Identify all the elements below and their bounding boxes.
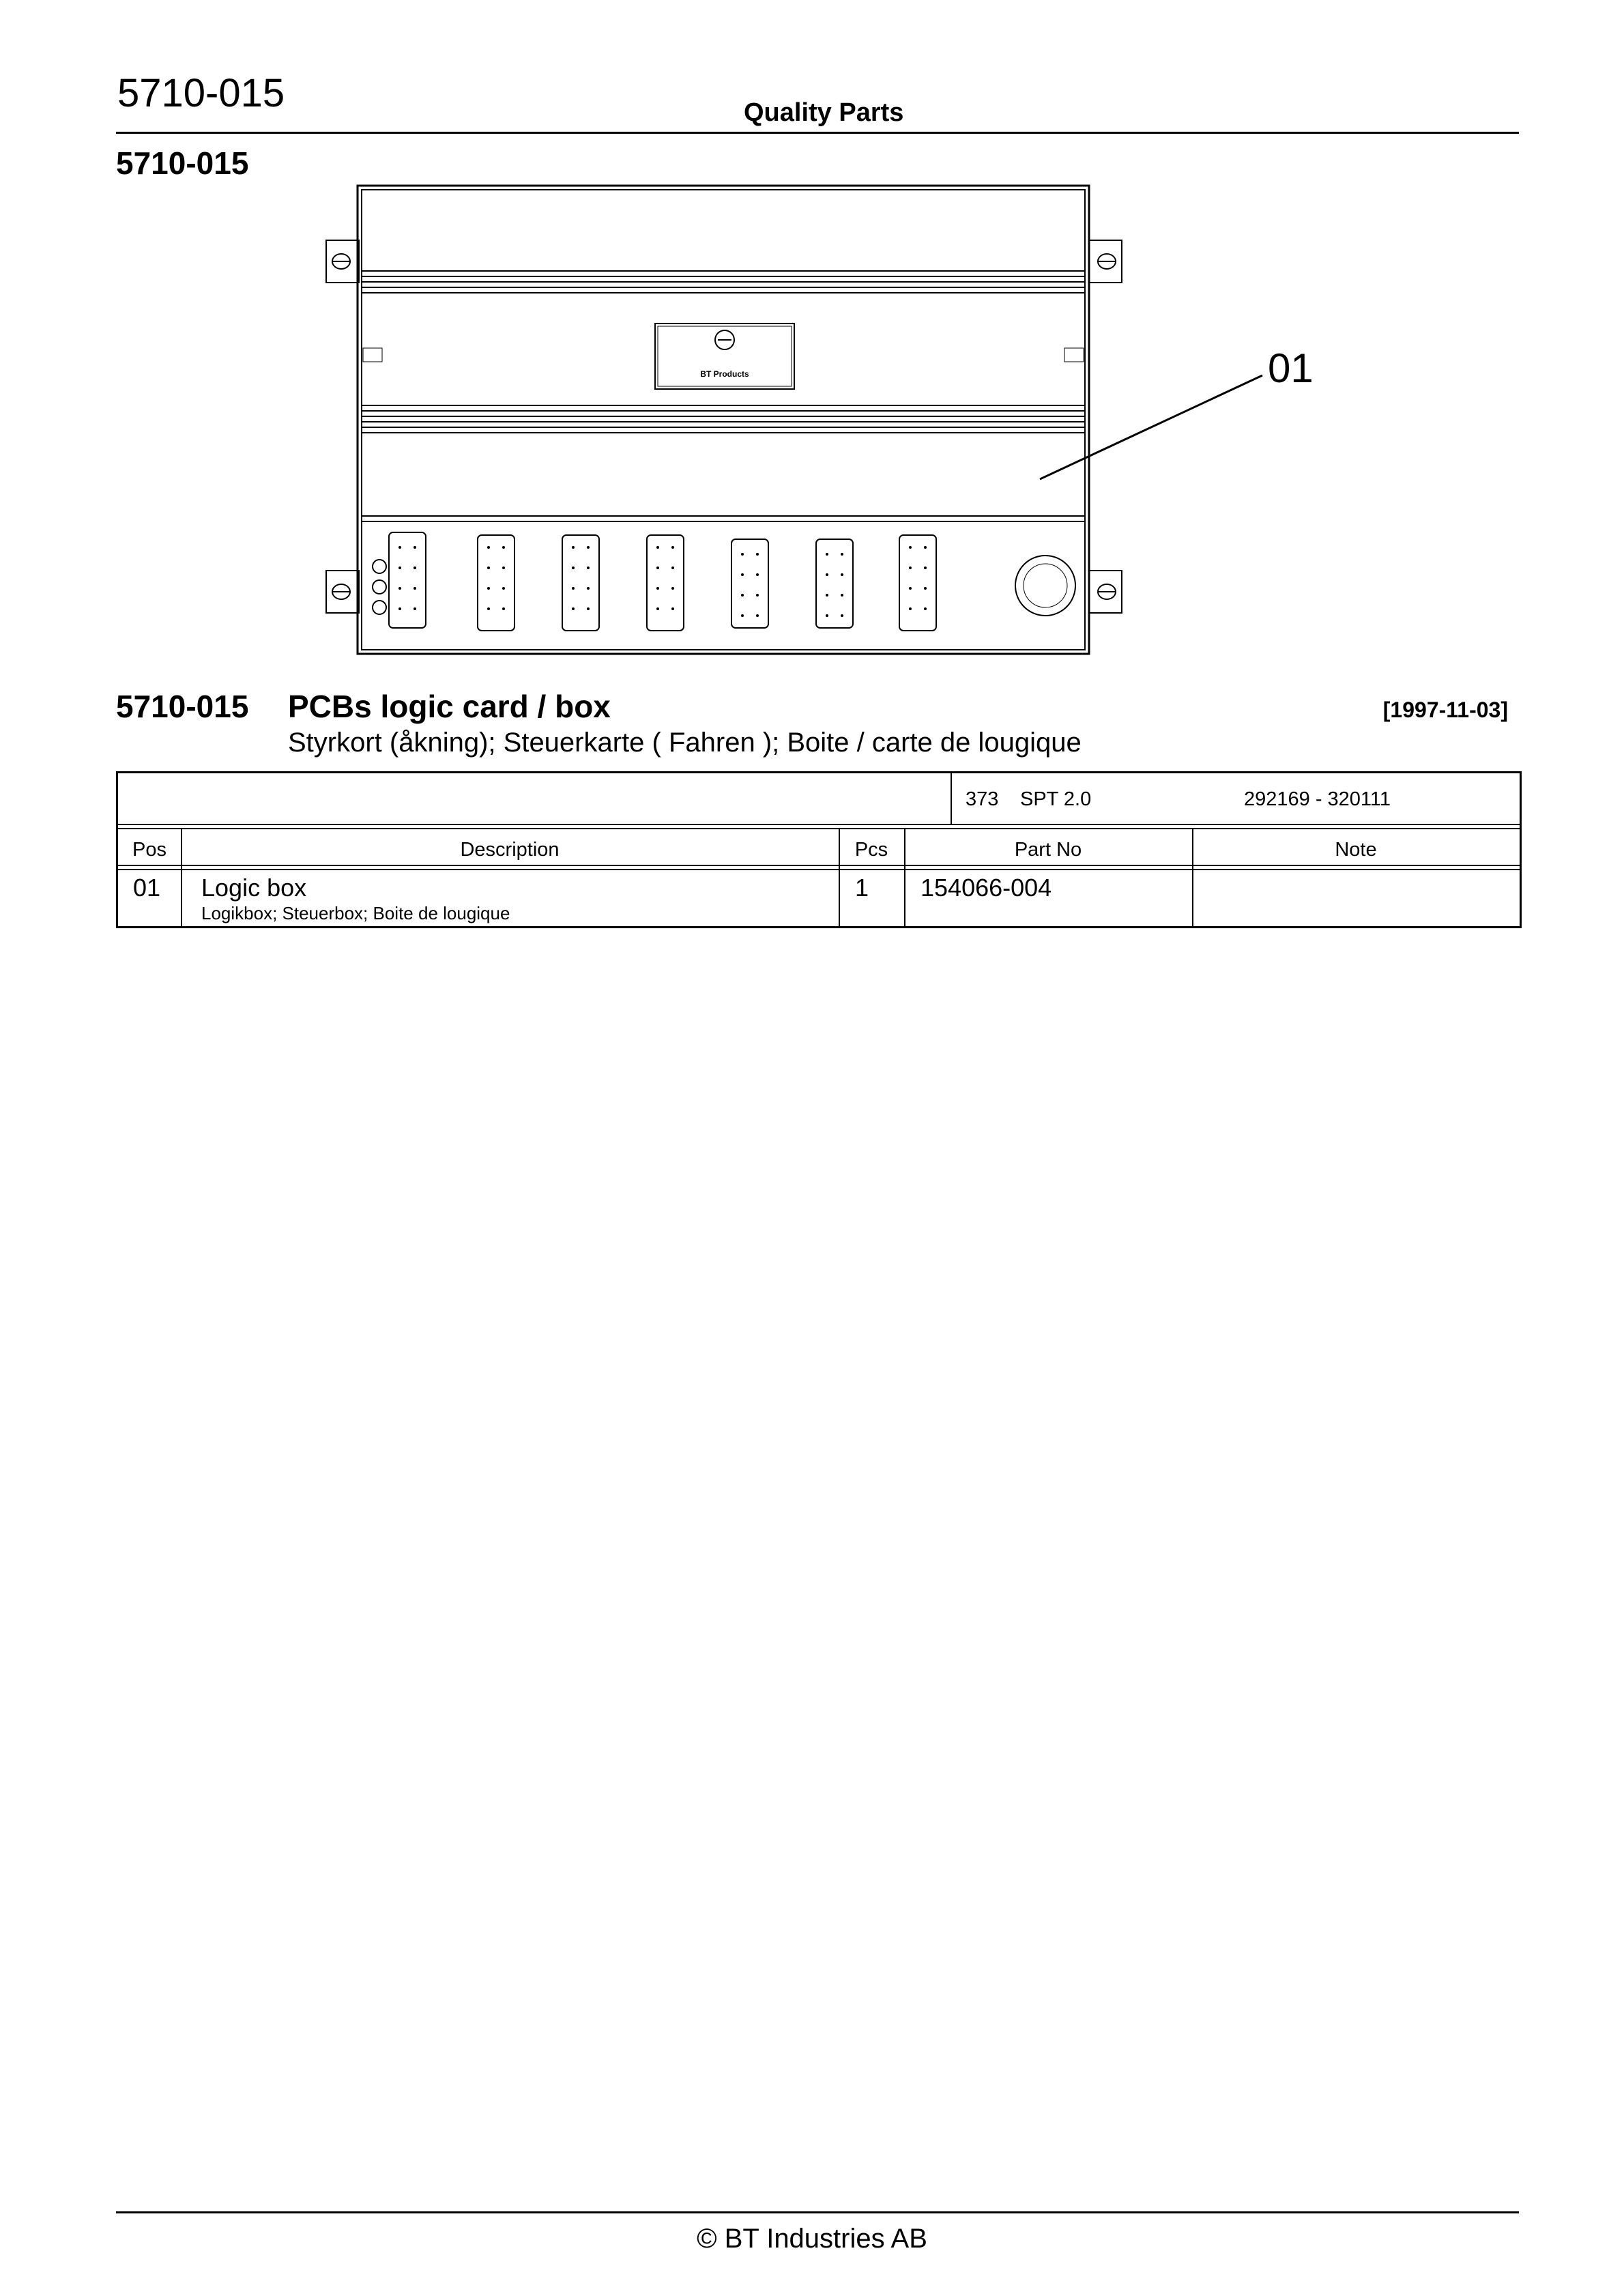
copyright: © BT Industries AB: [697, 2224, 927, 2254]
footer-divider: [116, 2211, 1519, 2213]
col-header-description: Description: [460, 839, 560, 861]
col-header-part-no: Part No: [1014, 839, 1082, 861]
section-code: 5710-015: [116, 145, 249, 181]
row-pcs: 1: [855, 874, 869, 902]
table-rule: [118, 828, 1520, 829]
info-model: SPT 2.0: [1020, 788, 1092, 810]
group-date: [1997-11-03]: [1382, 698, 1508, 722]
page-code: 5710-015: [117, 71, 285, 115]
header-divider: [116, 132, 1519, 134]
table-rule: [118, 869, 1520, 870]
group-title: PCBs logic card / box: [288, 689, 611, 724]
logic-box-drawing: [314, 179, 1337, 663]
info-serial-range: 292169 - 320111: [1244, 788, 1391, 810]
info-divider: [951, 773, 952, 824]
logo-label: BT Products: [700, 369, 749, 379]
col-header-note: Note: [1335, 839, 1377, 861]
col-header-pos: Pos: [132, 839, 166, 861]
page-title: Quality Parts: [744, 98, 904, 127]
parts-table: [116, 771, 1522, 928]
col-header-pcs: Pcs: [854, 839, 888, 861]
row-description: Logic box: [201, 874, 307, 902]
row-translation: Logikbox; Steuerbox; Boite de lougique: [201, 903, 510, 923]
row-pos: 01: [133, 874, 161, 902]
group-code: 5710-015: [116, 689, 249, 724]
table-rule: [118, 865, 1520, 866]
callout-01: 01: [1268, 345, 1314, 391]
row-part-no: 154066-004: [920, 874, 1052, 902]
group-subtitle: Styrkort (åkning); Steuerkarte ( Fahren ); Boite / carte de lougique: [288, 728, 1082, 758]
table-rule: [118, 824, 1520, 825]
info-model-no: 373: [966, 788, 999, 810]
